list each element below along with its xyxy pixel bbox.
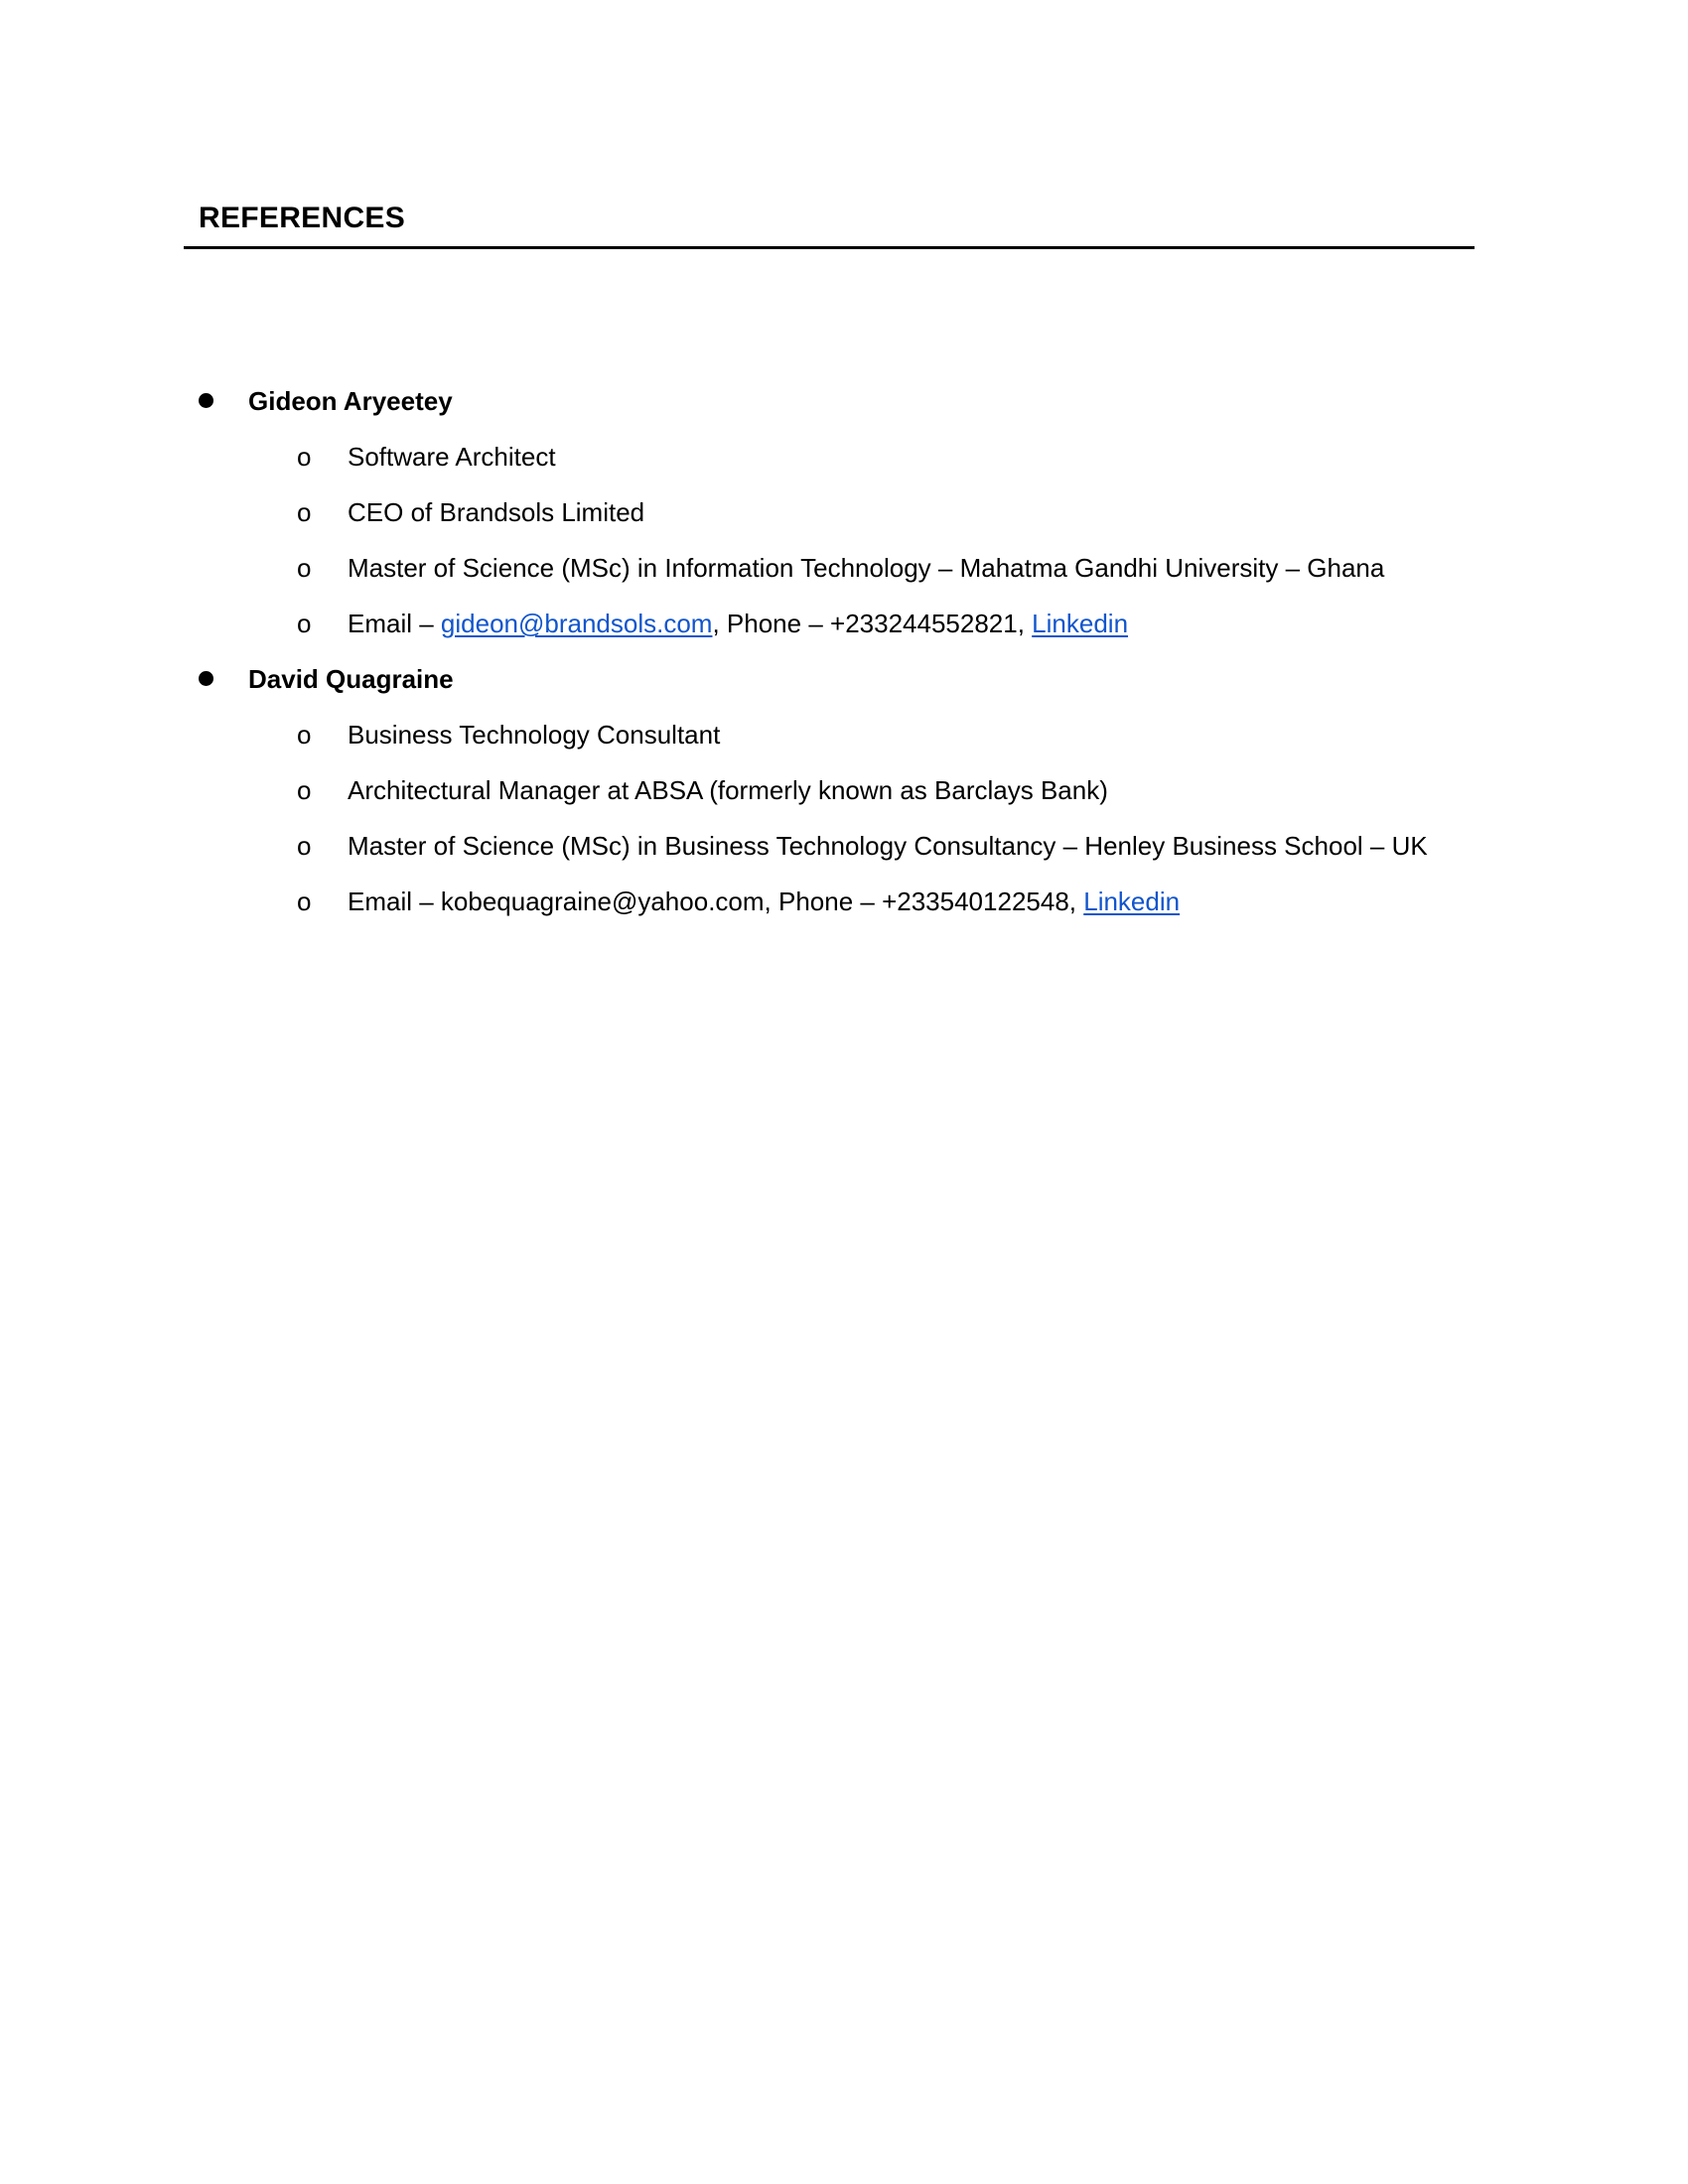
reference-name: Gideon Aryeetey — [248, 386, 453, 416]
reference-contact-line — [0, 877, 1688, 932]
bullet-icon — [199, 671, 213, 686]
reference-contact — [348, 599, 1128, 648]
section-heading: REFERENCES — [199, 202, 406, 234]
phone-number: +233244552821 — [830, 609, 1018, 638]
separator: , — [1017, 609, 1033, 638]
heading-rule — [184, 246, 1475, 249]
reference-detail-line — [0, 432, 1688, 487]
phone-number: +233540122548 — [882, 887, 1069, 916]
reference-name: David Quagraine — [248, 664, 454, 694]
reference-detail: Master of Science (MSc) in Business Technology Consultancy – Henley Business School – UK — [348, 831, 1428, 861]
sub-bullet-icon: o — [297, 609, 312, 638]
email-label: Email – — [348, 609, 441, 638]
linkedin-link[interactable]: Linkedin — [1032, 609, 1129, 638]
phone-label: , Phone – — [764, 887, 883, 916]
sub-bullet-icon: o — [297, 497, 312, 527]
reference-contact — [348, 877, 1180, 926]
bullet-icon — [199, 393, 213, 408]
reference-name-line — [0, 654, 1688, 710]
reference-name-line — [0, 376, 1688, 432]
reference-detail-line — [0, 710, 1688, 765]
sub-bullet-icon: o — [297, 720, 312, 750]
phone-label: , Phone – — [712, 609, 831, 638]
separator: , — [1068, 887, 1084, 916]
sub-bullet-icon: o — [297, 553, 312, 583]
sub-bullet-icon: o — [297, 831, 312, 861]
reference-detail-line — [0, 821, 1688, 877]
reference-detail: CEO of Brandsols Limited — [348, 497, 645, 527]
email-label: Email – — [348, 887, 441, 916]
reference-detail-line — [0, 543, 1688, 599]
sub-bullet-icon: o — [297, 775, 312, 805]
email-text: kobequagraine@yahoo.com — [440, 887, 765, 916]
reference-detail-line — [0, 765, 1688, 821]
reference-detail: Business Technology Consultant — [348, 720, 721, 750]
sub-bullet-icon: o — [297, 442, 312, 472]
reference-detail: Software Architect — [348, 442, 556, 472]
reference-detail-line — [0, 487, 1688, 543]
reference-contact-line — [0, 599, 1688, 654]
reference-detail: Master of Science (MSc) in Information Technology – Mahatma Gandhi University – Ghana — [348, 553, 1385, 583]
email-link[interactable]: gideon@brandsols.com — [440, 609, 713, 638]
references-list — [0, 376, 1688, 932]
reference-item — [0, 376, 1688, 654]
reference-item — [0, 654, 1688, 932]
reference-detail: Architectural Manager at ABSA (formerly known as Barclays Bank) — [348, 775, 1108, 805]
linkedin-link[interactable]: Linkedin — [1083, 887, 1181, 916]
sub-bullet-icon: o — [297, 887, 312, 916]
